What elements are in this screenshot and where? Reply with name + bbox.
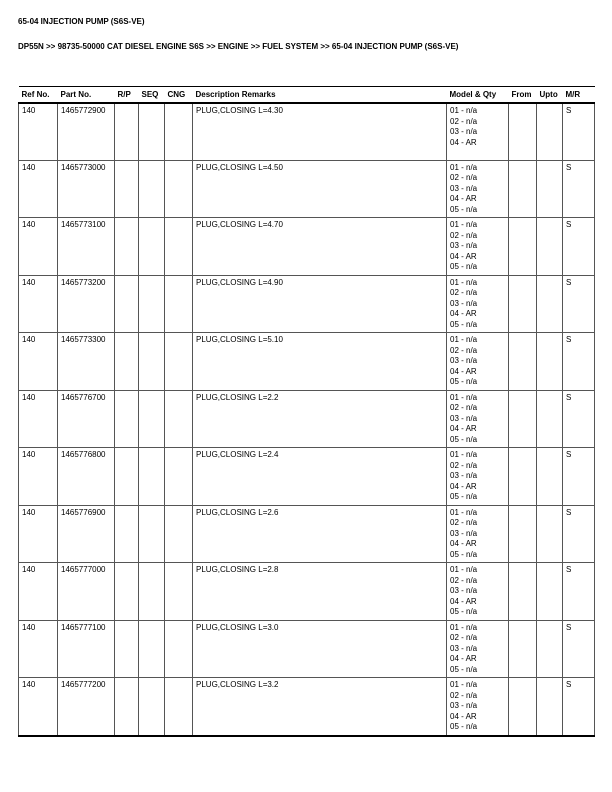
upto-cell (537, 160, 563, 218)
model-qty-line: 02 - n/a (450, 575, 478, 585)
from-cell (509, 103, 537, 160)
model-qty-line: 04 - AR (450, 424, 477, 433)
mr-cell: S (563, 333, 595, 391)
mr-cell: S (563, 563, 595, 621)
part-no-cell: 1465773100 (58, 218, 115, 276)
model-qty-line: 05 - n/a (450, 722, 478, 731)
model-qty-cell (447, 448, 509, 506)
description-cell: PLUG,CLOSING L=4.90 (193, 275, 447, 333)
upto-cell (537, 563, 563, 621)
ref-no-cell: 140 (19, 448, 58, 506)
model-qty-line: 03 - n/a (450, 413, 478, 423)
cng-cell (165, 563, 193, 621)
ref-no-cell: 140 (19, 275, 58, 333)
from-cell (509, 218, 537, 276)
model-qty-line: 01 - n/a (450, 335, 478, 344)
table-row (19, 448, 595, 506)
from-cell (509, 563, 537, 621)
model-qty-line: 04 - AR (450, 539, 477, 548)
model-qty-cell (447, 620, 509, 678)
model-qty-line: 03 - n/a (450, 586, 478, 595)
from-cell (509, 678, 537, 736)
table-row (19, 275, 595, 333)
model-qty-line: 01 - n/a (450, 162, 478, 172)
model-qty-line: 05 - n/a (450, 434, 478, 444)
rp-cell (115, 218, 139, 276)
from-cell (509, 390, 537, 448)
model-qty-line: 05 - n/a (450, 607, 478, 616)
table-row (19, 620, 595, 678)
rp-cell (115, 563, 139, 621)
model-qty-cell (447, 563, 509, 621)
model-qty-line: 04 - AR (450, 309, 477, 318)
model-qty-cell (447, 333, 509, 391)
upto-cell (537, 505, 563, 563)
seq-cell (139, 563, 165, 621)
model-qty-line: 01 - n/a (450, 680, 478, 689)
rp-cell (115, 678, 139, 736)
cng-cell (165, 448, 193, 506)
description-cell: PLUG,CLOSING L=2.8 (193, 563, 447, 621)
model-qty-line: 02 - n/a (450, 173, 478, 182)
model-qty-line: 04 - AR (450, 194, 477, 203)
breadcrumb: DP55N >> 98735-50000 CAT DIESEL ENGINE S6S >> ENGINE >> FUEL SYSTEM >> 65-04 INJECTION PUMP (S6S-VE) (18, 42, 459, 51)
model-qty-line: 02 - n/a (450, 518, 478, 527)
model-qty-line: 03 - n/a (450, 298, 478, 308)
table-row (19, 563, 595, 621)
description-cell: PLUG,CLOSING L=5.10 (193, 333, 447, 391)
upto-cell (537, 448, 563, 506)
model-qty-line: 04 - AR (450, 251, 477, 261)
description-cell: PLUG,CLOSING L=4.30 (193, 103, 447, 160)
seq-cell (139, 448, 165, 506)
header-upto: Upto (537, 87, 563, 104)
header-model-qty: Model & Qty (447, 87, 509, 104)
seq-cell (139, 275, 165, 333)
parts-table (18, 86, 595, 737)
mr-cell: S (563, 160, 595, 218)
model-qty-line: 03 - n/a (450, 643, 478, 653)
seq-cell (139, 390, 165, 448)
part-no-cell: 1465777000 (58, 563, 115, 621)
from-cell (509, 448, 537, 506)
rp-cell (115, 620, 139, 678)
model-qty-line: 05 - n/a (450, 664, 478, 674)
part-no-cell: 1465777200 (58, 678, 115, 736)
model-qty-line: 05 - n/a (450, 204, 478, 214)
table-row (19, 333, 595, 391)
header-ref-no: Ref No. (19, 87, 58, 104)
model-qty-cell (447, 160, 509, 218)
model-qty-line: 04 - AR (450, 596, 477, 606)
model-qty-line: 01 - n/a (450, 622, 478, 632)
upto-cell (537, 218, 563, 276)
model-qty-cell (447, 390, 509, 448)
model-qty-line: 03 - n/a (450, 471, 478, 480)
model-qty-line: 03 - n/a (450, 528, 478, 538)
seq-cell (139, 505, 165, 563)
table-row (19, 160, 595, 218)
upto-cell (537, 678, 563, 736)
mr-cell: S (563, 505, 595, 563)
description-cell: PLUG,CLOSING L=4.50 (193, 160, 447, 218)
ref-no-cell: 140 (19, 390, 58, 448)
model-qty-line: 02 - n/a (450, 403, 478, 412)
seq-cell (139, 103, 165, 160)
model-qty-cell (447, 103, 509, 160)
rp-cell (115, 160, 139, 218)
from-cell (509, 160, 537, 218)
model-qty-line: 05 - n/a (450, 492, 478, 501)
table-header-row (19, 87, 595, 104)
ref-no-cell: 140 (19, 678, 58, 736)
cng-cell (165, 218, 193, 276)
model-qty-line: 03 - n/a (450, 183, 478, 193)
mr-cell: S (563, 275, 595, 333)
ref-no-cell: 140 (19, 218, 58, 276)
header-description-remarks: Description Remarks (193, 87, 447, 104)
model-qty-cell (447, 505, 509, 563)
from-cell (509, 620, 537, 678)
header-cng: CNG (165, 87, 193, 104)
table-row (19, 678, 595, 736)
cng-cell (165, 160, 193, 218)
mr-cell: S (563, 218, 595, 276)
ref-no-cell: 140 (19, 333, 58, 391)
model-qty-line: 04 - AR (450, 137, 477, 147)
cng-cell (165, 333, 193, 391)
model-qty-line: 01 - n/a (450, 392, 478, 402)
cng-cell (165, 620, 193, 678)
seq-cell (139, 678, 165, 736)
model-qty-line: 04 - AR (450, 366, 477, 376)
ref-no-cell: 140 (19, 103, 58, 160)
rp-cell (115, 505, 139, 563)
mr-cell: S (563, 390, 595, 448)
part-no-cell: 1465773200 (58, 275, 115, 333)
part-no-cell: 1465776700 (58, 390, 115, 448)
upto-cell (537, 275, 563, 333)
part-no-cell: 1465777100 (58, 620, 115, 678)
mr-cell: S (563, 620, 595, 678)
table-row (19, 390, 595, 448)
from-cell (509, 333, 537, 391)
upto-cell (537, 333, 563, 391)
description-cell: PLUG,CLOSING L=2.2 (193, 390, 447, 448)
mr-cell: S (563, 448, 595, 506)
model-qty-cell (447, 275, 509, 333)
model-qty-line: 02 - n/a (450, 288, 478, 297)
model-qty-line: 03 - n/a (450, 701, 478, 710)
header-mr: M/R (563, 87, 595, 104)
model-qty-line: 04 - AR (450, 654, 477, 663)
header-from: From (509, 87, 537, 104)
model-qty-line: 02 - n/a (450, 345, 478, 355)
description-cell: PLUG,CLOSING L=2.6 (193, 505, 447, 563)
model-qty-line: 05 - n/a (450, 377, 478, 386)
model-qty-line: 02 - n/a (450, 690, 478, 700)
model-qty-line: 04 - AR (450, 711, 477, 721)
model-qty-line: 01 - n/a (450, 277, 478, 287)
description-cell: PLUG,CLOSING L=3.0 (193, 620, 447, 678)
seq-cell (139, 620, 165, 678)
model-qty-line: 01 - n/a (450, 565, 478, 574)
description-cell: PLUG,CLOSING L=2.4 (193, 448, 447, 506)
cng-cell (165, 505, 193, 563)
seq-cell (139, 218, 165, 276)
table-row (19, 505, 595, 563)
part-no-cell: 1465773300 (58, 333, 115, 391)
header-seq: SEQ (139, 87, 165, 104)
model-qty-line: 05 - n/a (450, 549, 478, 559)
part-no-cell: 1465776800 (58, 448, 115, 506)
cng-cell (165, 390, 193, 448)
model-qty-line: 01 - n/a (450, 507, 478, 517)
model-qty-line: 04 - AR (450, 481, 477, 491)
model-qty-line: 02 - n/a (450, 633, 478, 642)
mr-cell: S (563, 678, 595, 736)
model-qty-line: 02 - n/a (450, 230, 478, 240)
ref-no-cell: 140 (19, 505, 58, 563)
model-qty-line: 03 - n/a (450, 356, 478, 365)
description-cell: PLUG,CLOSING L=4.70 (193, 218, 447, 276)
rp-cell (115, 333, 139, 391)
seq-cell (139, 160, 165, 218)
model-qty-cell (447, 218, 509, 276)
part-no-cell: 1465773000 (58, 160, 115, 218)
page-title: 65-04 INJECTION PUMP (S6S-VE) (18, 17, 145, 26)
model-qty-line: 03 - n/a (450, 127, 478, 136)
cng-cell (165, 678, 193, 736)
model-qty-cell (447, 678, 509, 736)
upto-cell (537, 103, 563, 160)
rp-cell (115, 390, 139, 448)
from-cell (509, 505, 537, 563)
mr-cell: S (563, 103, 595, 160)
cng-cell (165, 103, 193, 160)
model-qty-line: 01 - n/a (450, 106, 478, 115)
part-no-cell: 1465772900 (58, 103, 115, 160)
parts-table-body (19, 103, 595, 736)
part-no-cell: 1465776900 (58, 505, 115, 563)
model-qty-line: 01 - n/a (450, 450, 478, 459)
header-part-no: Part No. (58, 87, 115, 104)
table-row (19, 103, 595, 160)
model-qty-line: 05 - n/a (450, 262, 478, 271)
rp-cell (115, 103, 139, 160)
model-qty-line: 02 - n/a (450, 116, 478, 126)
cng-cell (165, 275, 193, 333)
description-cell: PLUG,CLOSING L=3.2 (193, 678, 447, 736)
seq-cell (139, 333, 165, 391)
ref-no-cell: 140 (19, 563, 58, 621)
upto-cell (537, 620, 563, 678)
table-row (19, 218, 595, 276)
from-cell (509, 275, 537, 333)
model-qty-line: 03 - n/a (450, 241, 478, 250)
rp-cell (115, 448, 139, 506)
ref-no-cell: 140 (19, 620, 58, 678)
model-qty-line: 01 - n/a (450, 220, 478, 229)
model-qty-line: 02 - n/a (450, 460, 478, 470)
model-qty-line: 05 - n/a (450, 319, 478, 329)
ref-no-cell: 140 (19, 160, 58, 218)
rp-cell (115, 275, 139, 333)
header-rp: R/P (115, 87, 139, 104)
upto-cell (537, 390, 563, 448)
